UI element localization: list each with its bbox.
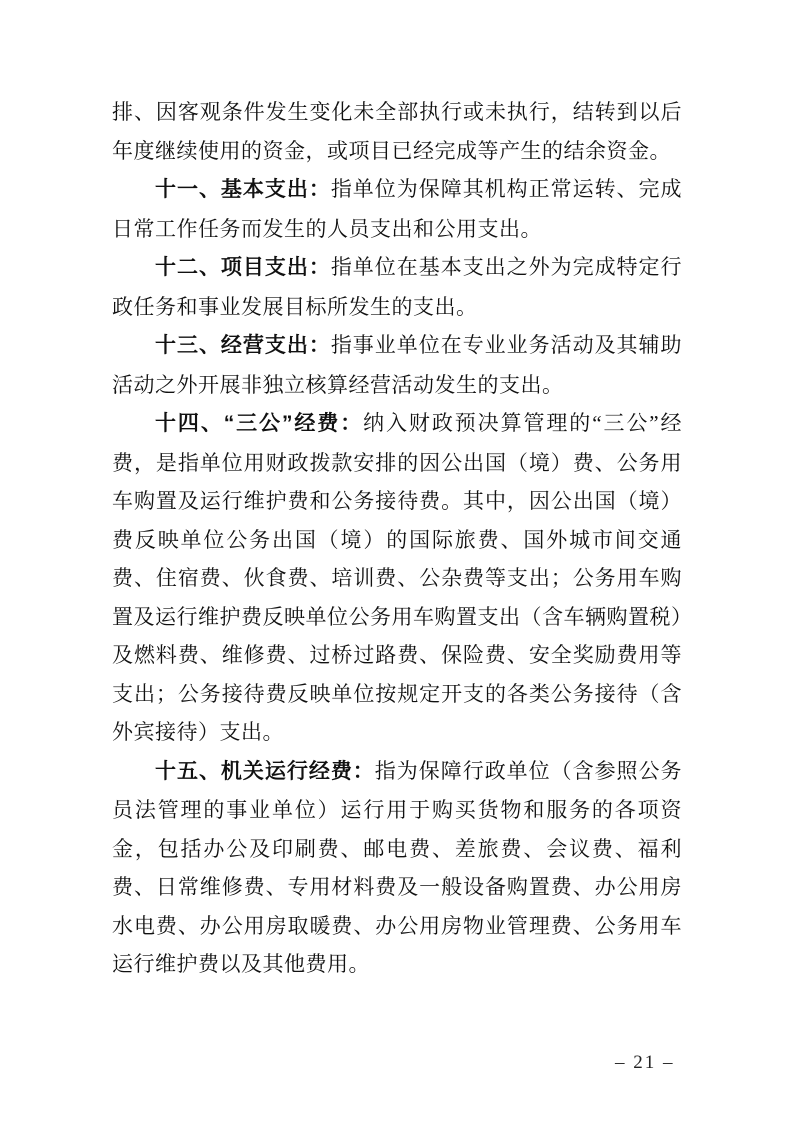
paragraph-lead: 十五、机关运行经费： <box>155 759 375 783</box>
paragraph <box>112 404 682 752</box>
paragraph-text: 指单位在基本支出之外为完成特定行政任务和事业发展目标所发生的支出。 <box>112 255 683 319</box>
paragraph-lead: 十三、经营支出： <box>155 334 331 357</box>
paragraph <box>112 248 682 326</box>
paragraph-text: 纳入财政预决算管理的“三公”经费，是指单位用财政拨款安排的因公出国（境）费、公务用车购置及运行维护费和公务接待费。其中，因公出国（境）费反映单位公务出国（境）的国际旅费、国外城市间交通费、住宿费、伙食费、培训费、公杂费等支出；公务用车购置及运行维护费反映单位公务用车购置支出（含车辆购置税）及燃料费、维修费、过桥过路费、保险费、安全奖励费用等支出；公务接待费反映单位按规定开支的各类公务接待（含外宾接待）支出。 <box>112 411 683 744</box>
document-body <box>112 93 682 984</box>
paragraph-lead: 十二、项目支出： <box>155 256 331 279</box>
paragraph-text: 指单位为保障其机构正常运转、完成日常工作任务而发生的人员支出和公用支出。 <box>112 177 683 241</box>
paragraph <box>112 752 682 984</box>
page-number-text: – 21 – <box>615 1052 675 1073</box>
paragraph-text: 指为保障行政单位（含参照公务员法管理的事业单位）运行用于购买货物和服务的各项资金，包括办公及印刷费、邮电费、差旅费、会议费、福利费、日常维修费、专用材料费及一般设备购置费、办公用房水电费、办公用房取暖费、办公用房物业管理费、公务用车运行维护费以及其他费用。 <box>112 758 683 976</box>
page-number <box>615 1052 685 1074</box>
paragraph-lead: 十四、“三公”经费： <box>155 412 364 435</box>
paragraph-lead: 十一、基本支出： <box>155 178 331 201</box>
paragraph-text: 排、因客观条件发生变化未全部执行或未执行，结转到以后年度继续使用的资金，或项目已经完成等产生的结余资金。 <box>112 100 682 163</box>
paragraph <box>112 93 682 170</box>
paragraph-text: 指事业单位在专业业务活动及其辅助活动之外开展非独立核算经营活动发生的支出。 <box>112 333 683 397</box>
paragraph <box>112 326 682 404</box>
paragraph <box>112 170 682 248</box>
